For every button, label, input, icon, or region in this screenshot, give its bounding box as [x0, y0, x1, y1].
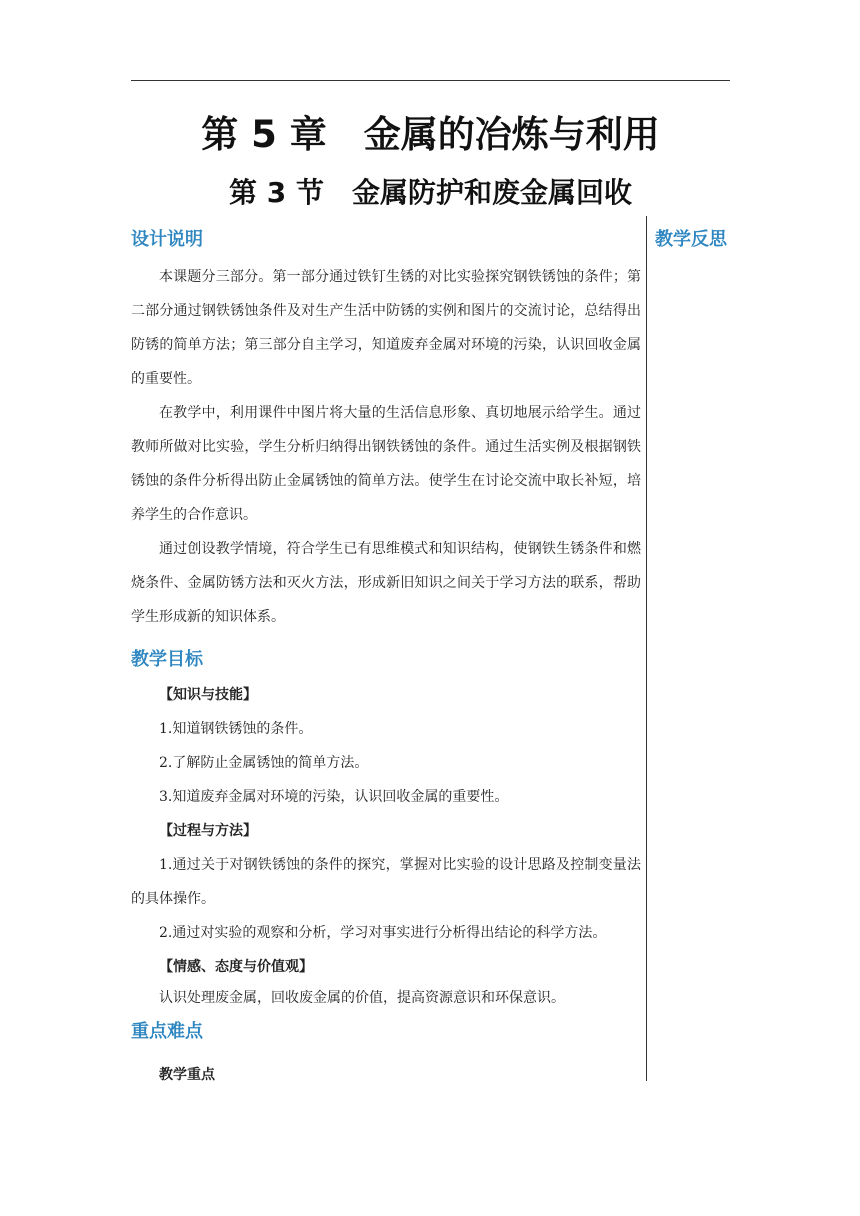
top-rule — [131, 80, 730, 81]
process-label: 【过程与方法】 — [159, 823, 257, 839]
column-divider — [646, 216, 647, 1081]
knowledge-item-3: 3.知道废弃金属对环境的污染，认识回收金属的重要性。 — [159, 789, 509, 805]
key-points-heading: 重点难点 — [131, 1021, 203, 1042]
chapter-title: 第 5 章 金属的冶炼与利用 — [201, 113, 660, 156]
emotion-item-1: 认识处理废金属，回收废金属的价值，提高资源意识和环保意识。 — [159, 990, 565, 1006]
reflection-heading: 教学反思 — [655, 229, 727, 250]
reflection-column — [655, 222, 745, 258]
process-item-2: 2.通过对实验的观察和分析，学习对事实进行分析得出结论的科学方法。 — [159, 925, 607, 941]
process-item-1: 1.通过关于对钢铁锈蚀的条件的探究，掌握对比实验的设计思路及控制变量法的具体操作。 — [131, 857, 641, 907]
design-paragraph-1: 本课题分三部分。第一部分通过铁钉生锈的对比实验探究钢铁锈蚀的条件；第二部分通过钢铁锈蚀条件及对生产生活中防锈的实例和图片的交流讨论，总结得出防锈的简单方法；第三部分自主学习，知道废弃金属对环境的污染，认识回收金属的重要性。 — [131, 269, 641, 387]
main-column — [131, 222, 641, 1092]
design-heading: 设计说明 — [131, 229, 203, 250]
design-paragraph-3: 通过创设教学情境，符合学生已有思维模式和知识结构，使钢铁生锈条件和燃烧条件、金属防锈方法和灭火方法，形成新旧知识之间关于学习方法的联系，帮助学生形成新的知识体系。 — [131, 541, 641, 625]
emotion-label: 【情感、态度与价值观】 — [159, 959, 313, 975]
knowledge-item-2: 2.了解防止金属锈蚀的简单方法。 — [159, 755, 369, 771]
teaching-key-label: 教学重点 — [159, 1067, 215, 1083]
design-paragraph-2: 在教学中，利用课件中图片将大量的生活信息形象、真切地展示给学生。通过教师所做对比实验，学生分析归纳得出钢铁锈蚀的条件。通过生活实例及根据钢铁锈蚀的条件分析得出防止金属锈蚀的简单方法。使学生在讨论交流中取长补短，培养学生的合作意识。 — [131, 405, 641, 523]
knowledge-label: 【知识与技能】 — [159, 687, 257, 703]
knowledge-item-1: 1.知道钢铁锈蚀的条件。 — [159, 721, 313, 737]
section-title: 第 3 节 金属防护和废金属回收 — [229, 176, 632, 209]
objectives-heading: 教学目标 — [131, 649, 203, 670]
